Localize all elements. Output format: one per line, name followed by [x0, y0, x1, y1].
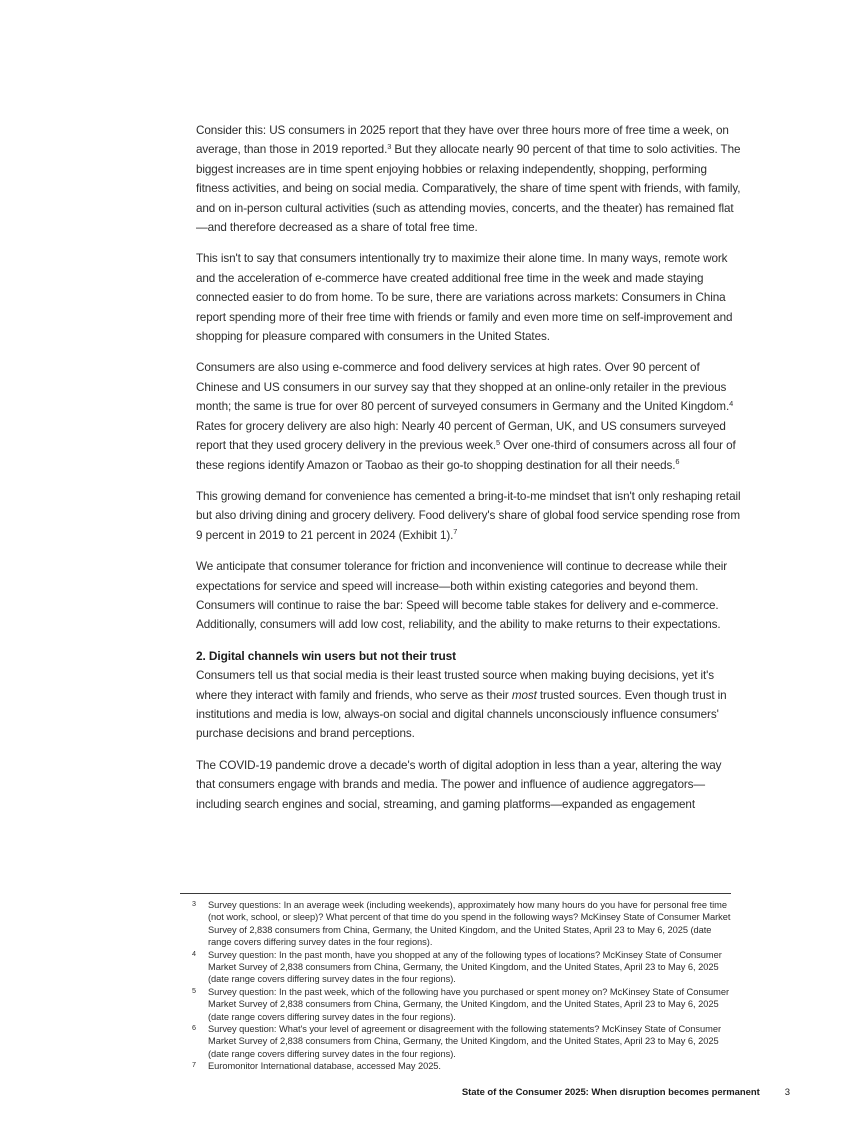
footnote-ref: 5 [495, 437, 500, 447]
footnote-number: 5 [192, 985, 196, 995]
text-segment: Over one-third of consumers across all four of these regions identify Amazon or Taobao as their go-to shopping destination for all their needs. [196, 439, 736, 472]
footnote-7 [180, 1060, 731, 1072]
body-paragraph-ecommerce-rates [196, 358, 742, 474]
page-footer [462, 1087, 790, 1099]
body-paragraph-expectations [196, 557, 742, 635]
text-segment: Consider this: US consumers in 2025 report that they have over three hours more of free time a week, on average, than those in 2019 reported. [196, 124, 729, 157]
footnote-text: Survey question: In the past month, have you shopped at any of the following types of locations? McKinsey State of Consumer Market Survey of 2,838 consumers from China, Germany, the United Kingdom, and the United States, April 23 to May 6, 2025 (date range covers differing survey dates in the four regions). [208, 949, 722, 985]
text-segment: The COVID-19 pandemic drove a decade's worth of digital adoption in less than a year, altering the way that consumers engage with brands and media. The power and influence of audience aggregators—including search engines and social, streaming, and gaming platforms—expanded as engagement [196, 758, 722, 811]
body-paragraph-convenience [196, 487, 742, 545]
section-heading: 2. Digital channels win users but not their trust [196, 648, 457, 663]
footnote-text: Survey question: What's your level of agreement or disagreement with the following statements? McKinsey State of Consumer Market Survey of 2,838 consumers from China, Germany, the United Kingdom, and the United States, April 23 to May 6, 2025 (date range covers differing survey dates in the four regions). [208, 1024, 721, 1059]
text-segment: Consumers are also using e-commerce and food delivery services at high rates. Over 90 percent of Chinese and US consumers in our survey say that they shopped at an online-only retailer in the previous month; the same is true for over 80 percent of surveyed consumers in Germany and the United Kingdom. [196, 361, 730, 414]
body-paragraph-digital-trust [196, 666, 742, 744]
footnotes-section [180, 893, 731, 1073]
footnote-ref: 4 [729, 398, 734, 408]
footnote-ref: 6 [675, 457, 680, 466]
footnote-text: Survey question: In the past week, which of the following have you purchased or spent money on? McKinsey State of Consumer Market Survey of 2,838 consumers from China, Germany, the United Kingdom, and the United States, April 23 to May 6, 2025 (date range covers differing survey dates in the four regions). [208, 986, 730, 1022]
body-paragraph-alone-time [196, 249, 742, 346]
footnote-number: 6 [192, 1023, 196, 1033]
text-segment: This growing demand for convenience has cemented a bring-it-to-me mindset that isn't only reshaping retail but also driving dining and grocery delivery. Food delivery's share of global food service spending rose from 9 percent in 2019 to 21 percent in 2024 (Exhibit 1). [196, 489, 741, 542]
text-segment: But they allocate nearly 90 percent of that time to solo activities. The biggest increases are in time spent enjoying hobbies or relaxing independently, shopping, performing fitness activities, and being on social media. Comparatively, the share of time spent with friends, with family, and on in-person cultural activities (such as attending movies, concerts, and the theater) has remained flat—and therefore decreased as a share of total free time. [196, 143, 741, 235]
body-paragraph-covid-adoption [196, 756, 742, 814]
emphasized-text: most [511, 688, 537, 702]
footer-report-title: State of the Consumer 2025: When disruption becomes permanent [461, 1087, 760, 1098]
text-segment: We anticipate that consumer tolerance for friction and inconvenience will continue to decrease while their expectations for service and speed will increase—both within existing categories and beyond them. Consumers will continue to raise the bar: Speed will become table stakes for delivery and e-commerce. Additionally, consumers will add low cost, reliability, and the ability to make returns to their expectations. [196, 560, 728, 632]
footnote-number: 3 [192, 899, 196, 908]
text-segment: Rates for grocery delivery are also high: Nearly 40 percent of German, UK, and US consumers surveyed report that they used grocery delivery in the previous week. [196, 419, 726, 453]
body-content [196, 121, 742, 814]
footnote-number: 4 [192, 948, 196, 958]
page-number: 3 [784, 1087, 790, 1098]
footnote-6 [180, 1023, 731, 1060]
footnote-5 [180, 986, 731, 1023]
footnote-ref: 7 [453, 527, 458, 537]
text-segment: Consumers tell us that social media is their least trusted source when making buying decisions, yet it's where they interact with family and friends, who serve as their [196, 669, 715, 702]
footnote-3 [180, 899, 731, 949]
footnote-divider [180, 893, 731, 894]
body-paragraph-free-time [196, 121, 742, 237]
footnote-4 [180, 949, 731, 986]
footnote-ref: 3 [387, 141, 392, 151]
footnote-text: Euromonitor International database, accessed May 2025. [208, 1061, 441, 1072]
text-segment: This isn't to say that consumers intentionally try to maximize their alone time. In many ways, remote work and the acceleration of e-commerce have created additional free time in the week and made staying connected easier to do from home. To be sure, there are variations across markets: Consumers in China report spending more of their free time with friends or family and even more time on self-improvement and shopping for pleasure compared with consumers in the United States. [196, 252, 733, 344]
text-segment: trusted sources. Even though trust in institutions and media is low, always-on social and digital channels unconsciously influence consumers' purchase decisions and brand perceptions. [196, 688, 727, 741]
footnote-text: Survey questions: In an average week (including weekends), approximately how many hours do you have for personal free time (not work, school, or sleep)? What percent of that time do you spend in the following ways? McKinsey State of Consumer Market Survey of 2,838 consumers from China, Germany, the United Kingdom, and the United States, April 23 to May 6, 2025 (date range covers differing survey dates in the four regions). [208, 900, 731, 948]
footnote-number: 7 [192, 1060, 196, 1070]
